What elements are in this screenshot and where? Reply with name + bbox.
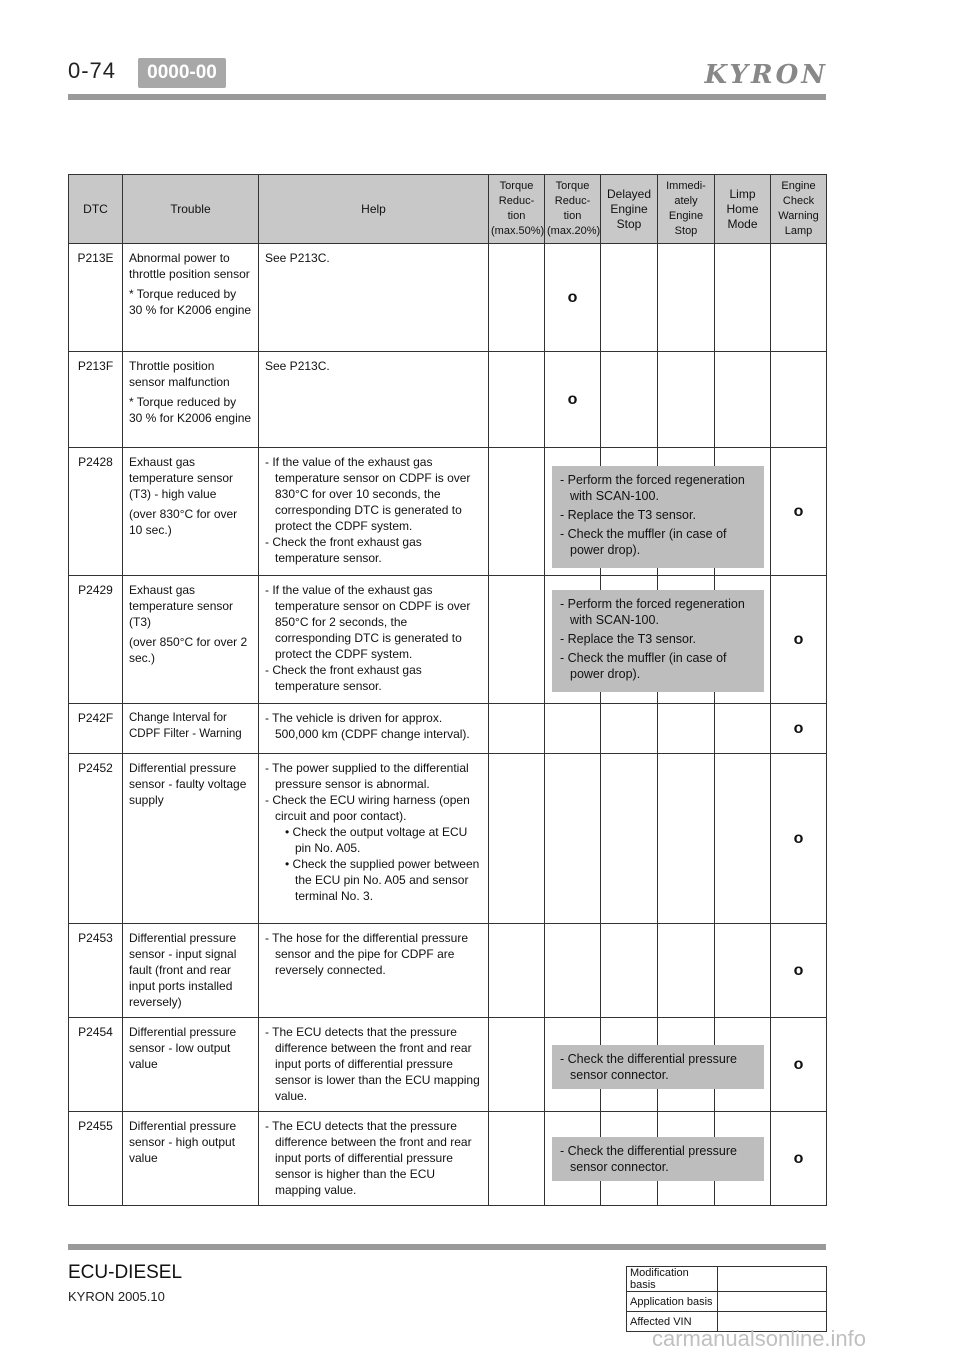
table-row [69, 244, 827, 352]
basis-row [627, 1267, 827, 1292]
help-cell: See P213C. [259, 352, 489, 448]
trouble-cell: Differential pressure sensor - faulty voltage supply [123, 754, 259, 924]
torque-20-mark: o [545, 244, 601, 352]
affected-vin-label: Affected VIN [627, 1312, 718, 1332]
dtc-code: P2455 [69, 1112, 123, 1206]
trouble-cell: Change Interval for CDPF Filter - Warning [123, 704, 259, 754]
trouble-cell: Exhaust gas temperature sensor (T3) (over 850°C for over 2 sec.) [123, 576, 259, 704]
header-trouble: Trouble [123, 175, 259, 244]
engine-check-mark: o [771, 754, 827, 924]
trouble-cell: Exhaust gas temperature sensor (T3) - high value (over 830°C for over 10 sec.) [123, 448, 259, 576]
engine-check-mark: o [771, 1018, 827, 1112]
engine-check-mark: o [771, 924, 827, 1018]
table-header-row [69, 175, 827, 244]
engine-check-mark: o [771, 576, 827, 704]
dtc-code: P213E [69, 244, 123, 352]
header-limp-home-mode: Limp Home Mode [715, 175, 771, 244]
page-number: 0-74 [68, 58, 117, 83]
dtc-code: P213F [69, 352, 123, 448]
header-delayed-engine-stop: Delayed Engine Stop [601, 175, 658, 244]
trouble-cell: Throttle position sensor malfunction * Torque reduced by 30 % for K2006 engine [123, 352, 259, 448]
header-help: Help [259, 175, 489, 244]
header-torque-50: Torque Reduc- tion (max.50%) [489, 175, 545, 244]
basis-row [627, 1292, 827, 1312]
dtc-code: P2453 [69, 924, 123, 1018]
action-note-p2454: - Check the differential pressure sensor connector. [552, 1045, 764, 1089]
header-rule [68, 94, 826, 100]
help-cell: - The vehicle is driven for approx. 500,000 km (CDPF change interval). [259, 704, 489, 754]
help-cell: - The hose for the differential pressure sensor and the pipe for CDPF are reversely connected. [259, 924, 489, 1018]
table-row [69, 352, 827, 448]
footer-title: ECU-DIESEL [68, 1262, 183, 1283]
help-cell: - The ECU detects that the pressure difference between the front and rear input ports of differential pressure sensor is higher than the ECU mapping value. [259, 1112, 489, 1206]
dtc-code: P2428 [69, 448, 123, 576]
table-row [69, 754, 827, 924]
trouble-cell: Differential pressure sensor - high output value [123, 1112, 259, 1206]
torque-20-mark: o [545, 352, 601, 448]
help-cell: - If the value of the exhaust gas temperature sensor on CDPF is over 830°C for over 10 seconds, the corresponding DTC is generated to protect the CDPF system. - Check the front exhaust gas temperature sensor. [259, 448, 489, 576]
trouble-cell: Differential pressure sensor - low output value [123, 1018, 259, 1112]
engine-check-mark: o [771, 1112, 827, 1206]
dtc-code: P2429 [69, 576, 123, 704]
action-note-p2428: - Perform the forced regeneration with SCAN-100. - Replace the T3 sensor. - Check the muffler (in case of power drop). [552, 466, 764, 568]
trouble-cell: Differential pressure sensor - input signal fault (front and rear input ports installed reversely) [123, 924, 259, 1018]
engine-check-mark: o [771, 448, 827, 576]
brand-logo: KYRON [704, 60, 828, 90]
help-cell: - If the value of the exhaust gas temperature sensor on CDPF is over 850°C for 2 seconds, the corresponding DTC is generated to protect the CDPF system. - Check the front exhaust gas temperature sensor. [259, 576, 489, 704]
help-cell: - The ECU detects that the pressure difference between the front and rear input ports of differential pressure sensor is lower than the ECU mapping value. [259, 1018, 489, 1112]
dtc-code: P242F [69, 704, 123, 754]
trouble-cell: Abnormal power to throttle position sensor * Torque reduced by 30 % for K2006 engine [123, 244, 259, 352]
action-note-p2429: - Perform the forced regeneration with SCAN-100. - Replace the T3 sensor. - Check the muffler (in case of power drop). [552, 590, 764, 692]
watermark: carmanualsonline.info [652, 1326, 867, 1351]
help-cell: See P213C. [259, 244, 489, 352]
header-engine-check-lamp: Engine Check Warning Lamp [771, 175, 827, 244]
dtc-code: P2454 [69, 1018, 123, 1112]
footer-subtitle: KYRON 2005.10 [68, 1289, 165, 1304]
table-row [69, 924, 827, 1018]
engine-check-mark: o [771, 704, 827, 754]
table-row [69, 704, 827, 754]
application-basis-label: Application basis [627, 1292, 718, 1312]
dtc-code: P2452 [69, 754, 123, 924]
header-torque-20: Torque Reduc- tion (max.20%) [545, 175, 601, 244]
header-dtc: DTC [69, 175, 123, 244]
modification-basis-label: Modification basis [627, 1267, 718, 1292]
action-note-p2455: - Check the differential pressure sensor connector. [552, 1137, 764, 1181]
header-immediately-engine-stop: Immedi- ately Engine Stop [658, 175, 715, 244]
help-cell: - The power supplied to the differential pressure sensor is abnormal. - Check the ECU wiring harness (open circuit and poor contact). • Check the output voltage at ECU pin No. A05. • Check the supplied power between the ECU pin No. A05 and sensor terminal No. 3. [259, 754, 489, 924]
basis-table [626, 1266, 827, 1332]
footer-rule [68, 1244, 826, 1250]
section-code-badge: 0000-00 [138, 58, 226, 88]
